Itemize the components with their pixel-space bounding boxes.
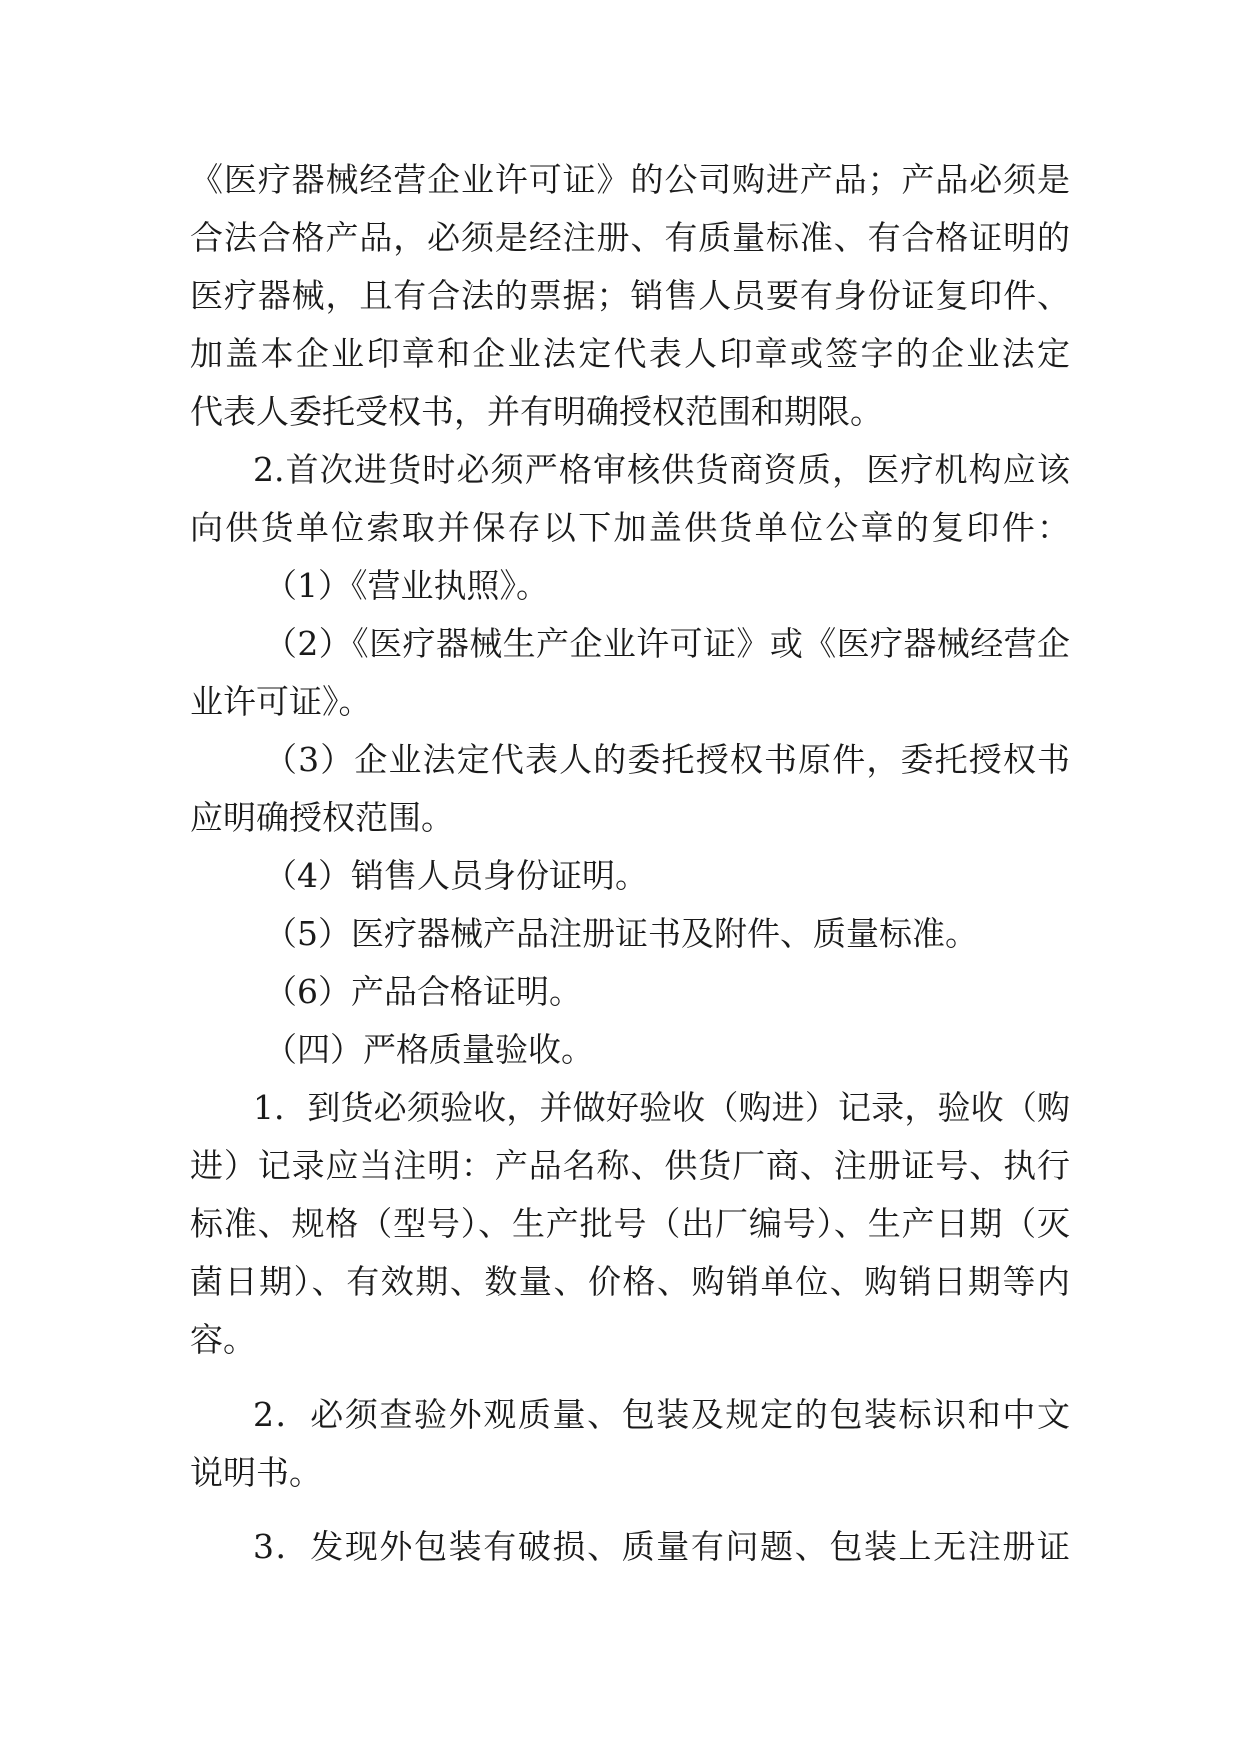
text-line: 2．必须查验外观质量、包装及规定的包装标识和中文 [253,1395,1070,1434]
text-line: 医疗器械，且有合法的票据；销售人员要有身份证复印件、 [190,276,1070,315]
text-line: 进）记录应当注明：产品名称、供货厂商、注册证号、执行 [190,1146,1070,1185]
text-line: 3．发现外包装有破损、质量有问题、包装上无注册证 [253,1527,1070,1566]
text-line: 1．到货必须验收，并做好验收（购进）记录，验收（购 [253,1088,1070,1127]
list-item: （4）销售人员身份证明。 [264,856,648,895]
list-item: （6）产品合格证明。 [264,972,582,1011]
text-line: 菌日期）、有效期、数量、价格、购销单位、购销日期等内 [190,1262,1070,1301]
text-line: 《医疗器械经营企业许可证》的公司购进产品；产品必须是 [190,160,1070,199]
text-line: 加盖本企业印章和企业法定代表人印章或签字的企业法定 [190,334,1070,373]
list-item: （2）《医疗器械生产企业许可证》或《医疗器械经营企 [264,624,1070,663]
text-line: 业许可证》。 [190,682,372,721]
section-heading: （四）严格质量验收。 [264,1030,594,1069]
text-line: 应明确授权范围。 [190,798,454,837]
text-line: 标准、规格（型号）、生产批号（出厂编号）、生产日期（灭 [190,1204,1070,1243]
text-line: 容。 [190,1320,256,1359]
list-item: （1）《营业执照》。 [264,566,549,605]
list-item: （3）企业法定代表人的委托授权书原件，委托授权书 [264,740,1070,779]
text-line: 2.首次进货时必须严格审核供货商资质，医疗机构应该 [253,450,1070,489]
list-item: （5）医疗器械产品注册证书及附件、质量标准。 [264,914,978,953]
text-line: 向供货单位索取并保存以下加盖供货单位公章的复印件： [190,508,1070,547]
text-line: 合法合格产品，必须是经注册、有质量标准、有合格证明的 [190,218,1070,257]
text-line: 说明书。 [190,1453,322,1492]
text-line: 代表人委托受权书，并有明确授权范围和期限。 [190,392,883,431]
